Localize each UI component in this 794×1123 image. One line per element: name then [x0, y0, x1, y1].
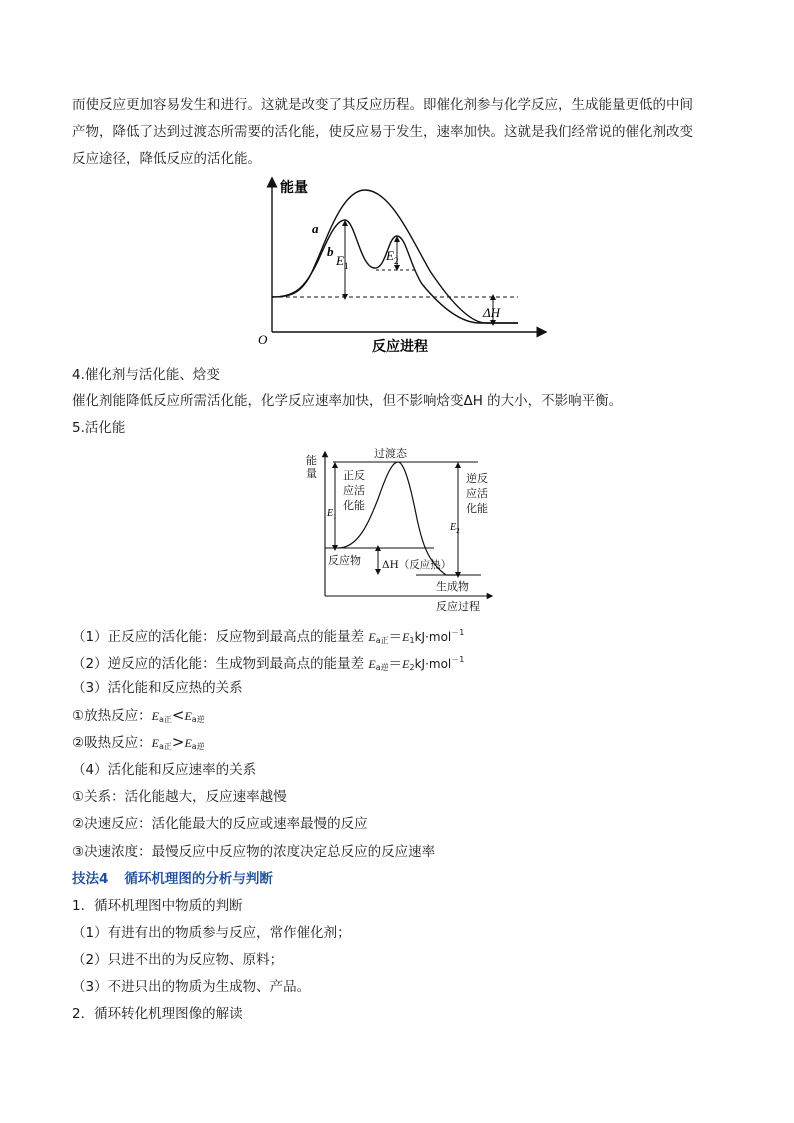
- technique-4-heading: 技法4 循环机理图的分析与判断: [72, 871, 273, 887]
- dh-label-2: ΔH（反应热）: [382, 559, 452, 571]
- cycle-reactant: （2）只进不出的为反应物、原料；: [72, 952, 284, 968]
- item-forward-ea: （1）正反应的活化能：反应物到最高点的能量差 $E_{a正}=E_1kJ\cdot mol^{-1}$: [72, 628, 465, 645]
- item-rate-determining: ②决速反应：活化能最大的反应或速率最慢的反应: [72, 816, 368, 832]
- y-axis-label: 能量: [280, 180, 308, 196]
- activation-energy-figure: [298, 444, 498, 614]
- intro-line-1: 而使反应更加容易发生和进行。这就是改变了其反应历程。即催化剂参与化学反应，生成能量更低的中间: [72, 97, 693, 113]
- product-label: 生成物: [436, 580, 469, 593]
- section-4-title: 4.催化剂与活化能、焓变: [72, 367, 220, 383]
- forward-ea-label-1: 正反: [343, 469, 365, 482]
- item-ea-rate-relation: （4）活化能和反应速率的关系: [72, 762, 257, 778]
- intro-line-2: 产物，降低了达到过渡态所需要的活化能，使反应易于发生，速率加快。这就是我们经常说的催化剂改变: [72, 124, 693, 140]
- curve-b-label: b: [327, 244, 334, 259]
- section-4-body: 催化剂能降低反应所需活化能，化学反应速率加快，但不影响焓变ΔH 的大小，不影响平衡。: [72, 393, 623, 409]
- energy-profile-figure-catalyst: [250, 176, 550, 358]
- origin-label: O: [258, 332, 268, 347]
- e1-label-2: $E_1$: [327, 508, 337, 521]
- item-relation: ①关系：活化能越大，反应速率越慢: [72, 789, 287, 805]
- y-axis-label-2b: 量: [306, 467, 317, 480]
- reactant-label: 反应物: [328, 554, 361, 567]
- item-ea-heat-relation: （3）活化能和反应热的关系: [72, 680, 243, 696]
- item-exothermic: ①放热反应：$E_{a正}<E_{a逆}$: [72, 706, 205, 724]
- intro-line-3: 反应途径，降低反应的活化能。: [72, 151, 261, 167]
- cycle-substance-judgement: 1．循环机理图中物质的判断: [72, 898, 243, 914]
- cycle-interpretation: 2．循环转化机理图像的解读: [72, 1006, 243, 1022]
- y-axis-label-2a: 能: [306, 454, 317, 467]
- cycle-catalyst: （1）有进有出的物质参与反应，常作催化剂；: [72, 925, 351, 941]
- item-endothermic: ②吸热反应：$E_{a正}>E_{a逆}$: [72, 733, 205, 751]
- forward-ea-label-2: 应活: [343, 484, 365, 497]
- reverse-ea-label-1: 逆反: [466, 472, 488, 485]
- item-reverse-ea: （2）逆反应的活化能：生成物到最高点的能量差 $E_{a逆}=E_2kJ\cdot mol^{-1}$: [72, 655, 465, 672]
- curve-b: [272, 220, 518, 323]
- e1-label: $E_1$: [336, 253, 349, 271]
- item-rate-concentration: ③决速浓度：最慢反应中反应物的浓度决定总反应的反应速率: [72, 844, 436, 860]
- curve-a-label: a: [312, 221, 319, 236]
- forward-ea-label-3: 化能: [343, 499, 365, 512]
- reverse-ea-label-3: 化能: [466, 502, 488, 515]
- cycle-product: （3）不进只出的物质为生成物、产品。: [72, 979, 311, 995]
- e2-label-2: $E_2$: [450, 522, 460, 535]
- x-axis-label: 反应进程: [372, 339, 428, 355]
- section-5-title: 5.活化能: [72, 420, 126, 436]
- reverse-ea-label-2: 应活: [466, 487, 488, 500]
- transition-state-label: 过渡态: [374, 447, 407, 460]
- e2-label: $E_2$: [386, 248, 399, 266]
- dh-label: ΔH: [483, 305, 501, 320]
- x-axis-label-2: 反应过程: [436, 600, 480, 613]
